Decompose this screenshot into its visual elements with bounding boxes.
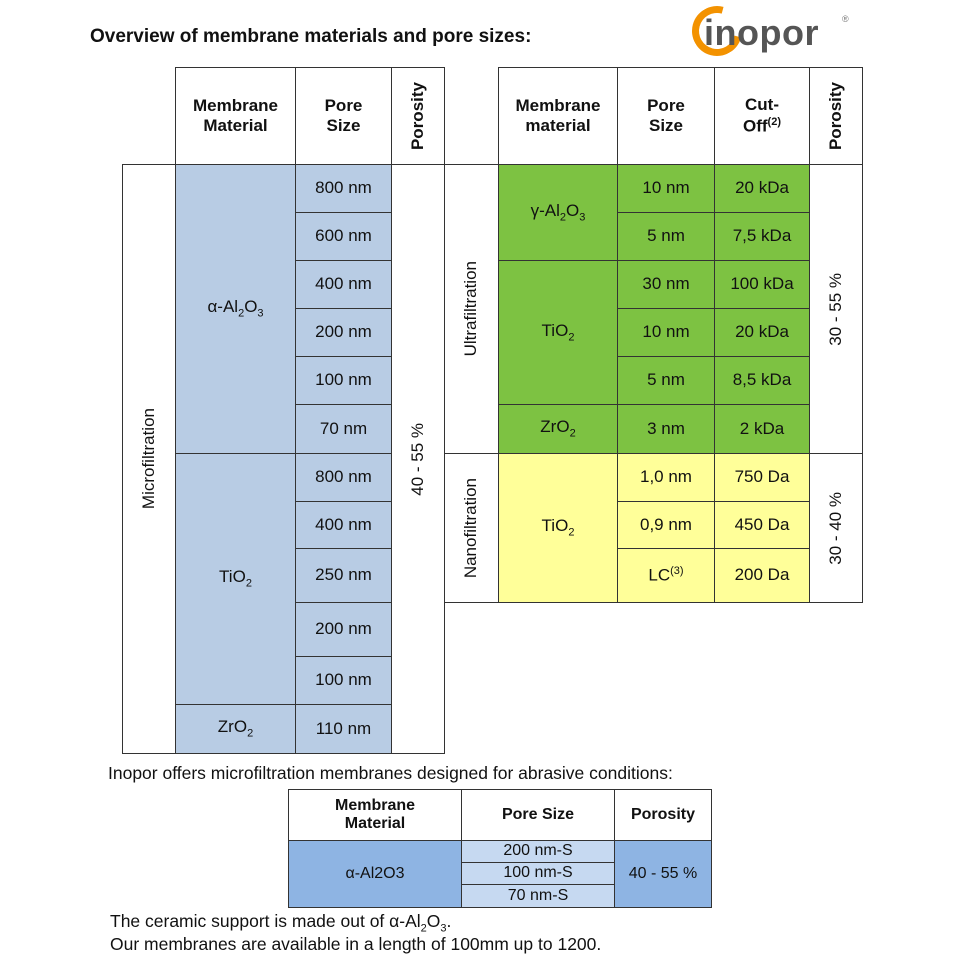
abrasive-header-material-label: Membrane Material (334, 796, 416, 832)
nano-process-cell (445, 453, 499, 603)
ultra-cutoff-cell: 7,5 kDa (714, 212, 810, 261)
ultra-cutoff-cell: 2 kDa (714, 404, 810, 454)
nano-pore-cell (617, 548, 715, 603)
left-pore-cell: 200 nm (295, 308, 392, 357)
right-header-porosity-label: Porosity (825, 81, 845, 151)
left-material-al2o3 (175, 164, 296, 454)
right-header-material-label: Membrane material (515, 95, 601, 135)
abrasive-porosity: 40 - 55 % (614, 840, 712, 908)
left-pore-cell: 400 nm (295, 260, 392, 309)
ultra-pore-cell: 3 nm (617, 404, 715, 454)
left-pore-cell: 70 nm (295, 404, 392, 454)
left-header-pore (295, 67, 392, 165)
material-gamma-al2o3-label: $\gamma-Al_2O_3$ (530, 200, 586, 224)
ultra-porosity-value: 30 - 55 % (825, 272, 845, 346)
ultra-zro2-label: ZrO$_2$ (540, 417, 576, 440)
ultra-cutoff-cell: 20 kDa (714, 164, 810, 213)
right-header-porosity (809, 67, 863, 165)
nano-lc-label: LC$^{(3)}$ (648, 564, 684, 585)
ultra-pore-cell: 30 nm (617, 260, 715, 309)
left-material-zro2 (175, 704, 296, 754)
left-pore-cell: 250 nm (295, 548, 392, 603)
material-zro2-label: ZrO$_2$ (217, 717, 254, 740)
abrasive-pore-cell: 200 nm-S (461, 840, 615, 863)
nano-material-tio2 (498, 453, 618, 603)
nano-pore-cell: 1,0 nm (617, 453, 715, 502)
left-pore-cell: 200 nm (295, 602, 392, 657)
length-note: Our membranes are available in a length of 100mm up to 1200. (110, 934, 602, 954)
logo-text: inopor (704, 12, 819, 53)
left-header-material: Membrane Material (175, 67, 296, 165)
left-pore-cell: 110 nm (295, 704, 392, 754)
nano-cutoff-cell: 750 Da (714, 453, 810, 502)
ultra-material-zro2 (498, 404, 618, 454)
right-header-cutoff (714, 67, 810, 165)
right-header-material (498, 67, 618, 165)
left-header-porosity (391, 67, 445, 165)
abrasive-pore-cell: 100 nm-S (461, 862, 615, 885)
abrasive-header-porosity: Porosity (614, 789, 712, 841)
page-title: Overview of membrane materials and pore sizes: (90, 26, 532, 47)
ultra-material-al2o3 (498, 164, 618, 261)
abrasive-intro: Inopor offers microfiltration membranes designed for abrasive conditions: (108, 763, 673, 783)
left-pore-cell: 100 nm (295, 656, 392, 705)
nano-pore-cell: 0,9 nm (617, 501, 715, 549)
left-pore-cell: 800 nm (295, 453, 392, 502)
left-material-tio2 (175, 453, 296, 705)
left-porosity-cell (391, 164, 445, 754)
left-header-porosity-label: Porosity (407, 81, 427, 151)
nanofiltration-label: Nanofiltration (461, 477, 481, 579)
ultra-tio2-label: TiO$_2$ (541, 320, 575, 344)
abrasive-material: α-Al2O3 (288, 840, 462, 908)
ultrafiltration-label: Ultrafiltration (461, 261, 481, 357)
material-tio2-label: TiO$_2$ (219, 567, 252, 590)
ultra-cutoff-cell: 8,5 kDa (714, 356, 810, 405)
abrasive-header-material (288, 789, 462, 841)
logo-registered-mark: ® (842, 14, 849, 24)
ultra-process-cell (445, 164, 499, 454)
left-pore-cell: 800 nm (295, 164, 392, 213)
left-pore-cell: 100 nm (295, 356, 392, 405)
ultra-cutoff-cell: 100 kDa (714, 260, 810, 309)
inopor-logo (692, 4, 862, 62)
nano-cutoff-cell: 450 Da (714, 501, 810, 549)
left-process-cell (122, 164, 176, 754)
left-header-pore-label: Pore Size (324, 95, 363, 135)
right-header-pore-label: Pore Size (647, 95, 685, 135)
nano-cutoff-cell: 200 Da (714, 548, 810, 603)
left-porosity-value: 40 - 55 % (407, 422, 427, 496)
nano-porosity-cell (809, 453, 863, 603)
ultra-pore-cell: 10 nm (617, 308, 715, 357)
ultra-cutoff-cell: 20 kDa (714, 308, 810, 357)
right-header-pore (617, 67, 715, 165)
ultra-pore-cell: 5 nm (617, 356, 715, 405)
ultra-pore-cell: 5 nm (617, 212, 715, 261)
abrasive-header-pore: Pore Size (461, 789, 615, 841)
ultra-porosity-cell (809, 164, 863, 454)
left-pore-cell: 600 nm (295, 212, 392, 261)
abrasive-pore-cell: 70 nm-S (461, 884, 615, 908)
support-note: The ceramic support is made out of $\alpha-Al_2O_3$. (110, 911, 452, 935)
ultra-material-tio2 (498, 260, 618, 405)
nano-porosity-value: 30 - 40 % (825, 491, 845, 565)
nano-tio2-label: TiO$_2$ (541, 516, 575, 539)
microfiltration-label: Microfiltration (138, 408, 158, 510)
right-header-cutoff-label: Cut-Off$^{(2)}$ (743, 95, 781, 136)
material-al2o3-label: $\alpha-Al_2O_3$ (207, 297, 264, 320)
ultra-pore-cell: 10 nm (617, 164, 715, 213)
left-pore-cell: 400 nm (295, 501, 392, 549)
